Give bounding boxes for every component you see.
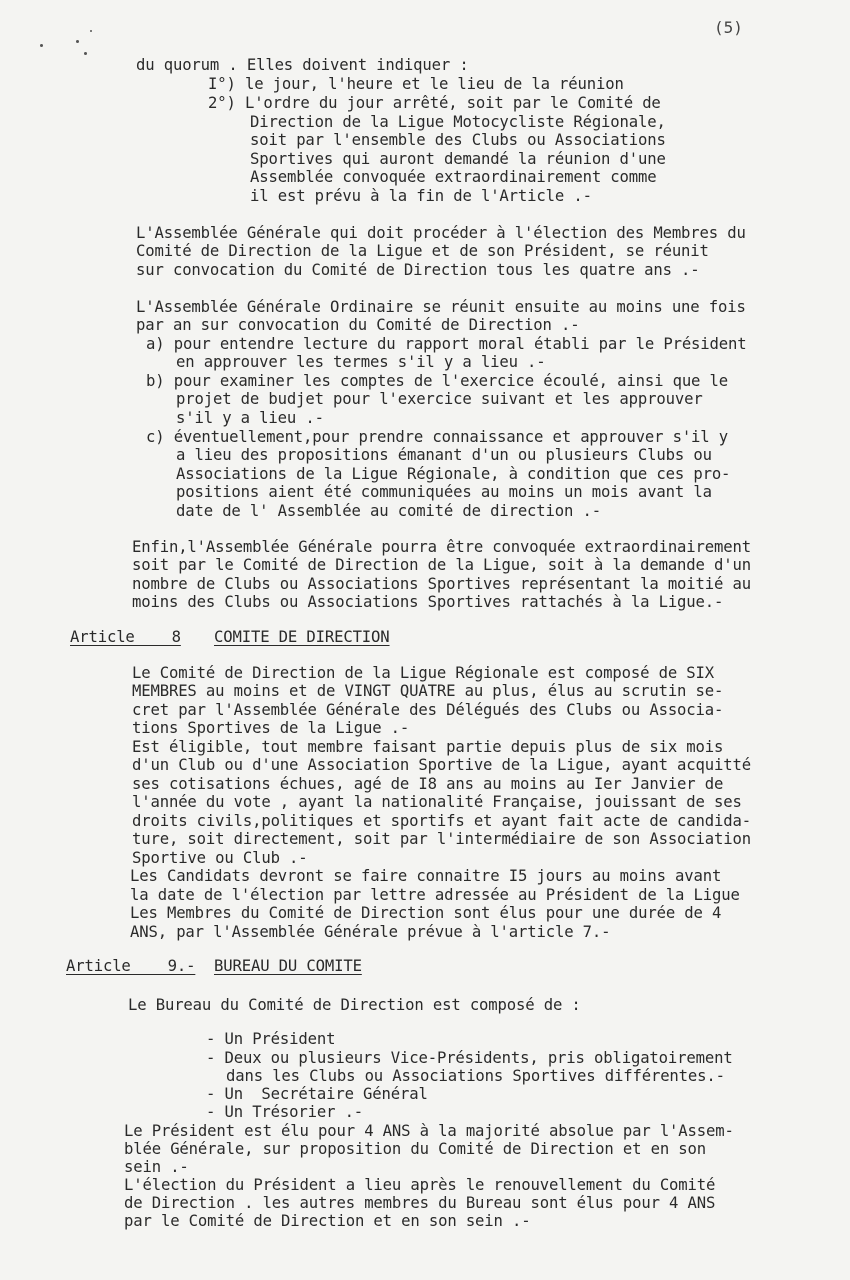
text-line: Sportive ou Club .-	[132, 849, 308, 867]
text-line: positions aient été communiquées au moins un mois avant la	[176, 483, 712, 501]
text-line: droits civils,politiques et sportifs et ayant fait acte de candida-	[132, 812, 751, 830]
text-line: ses cotisations échues, agé de I8 ans au moins au Ier Janvier de	[132, 775, 724, 793]
text-line: d'un Club ou d'une Association Sportive de la Ligue, ayant acquitté	[132, 756, 751, 774]
text-line: Le Comité de Direction de la Ligue Régionale est composé de SIX	[132, 664, 715, 682]
text-line: a) pour entendre lecture du rapport moral établi par le Président	[146, 335, 747, 353]
text-line: - Un Secrétaire Général	[206, 1085, 428, 1103]
text-line: cret par l'Assemblée Générale des Délégués des Clubs ou Associa-	[132, 701, 724, 719]
page-number: (5)	[714, 18, 743, 37]
text-line: sein .-	[124, 1158, 189, 1176]
text-line: du quorum . Elles doivent indiquer :	[136, 56, 469, 74]
text-line: a lieu des propositions émanant d'un ou plusieurs Clubs ou	[176, 446, 712, 464]
text-line: b) pour examiner les comptes de l'exercice écoulé, ainsi que le	[146, 372, 729, 390]
text-line: dans les Clubs ou Associations Sportives différentes.-	[226, 1067, 725, 1085]
scan-speck	[76, 40, 79, 43]
text-line: ture, soit directement, soit par l'intermédiaire de son Association	[132, 830, 751, 848]
article-8-heading: Article 8	[70, 628, 181, 646]
text-line: projet de budjet pour l'exercice suivant et les approuver	[176, 390, 703, 408]
text-line: c) éventuellement,pour prendre connaissance et approuver s'il y	[146, 428, 729, 446]
text-line: tions Sportives de la Ligue .-	[132, 719, 410, 737]
text-line: par an sur convocation du Comité de Direction .-	[136, 316, 580, 334]
text-line: sur convocation du Comité de Direction tous les quatre ans .-	[136, 261, 700, 279]
text-line: MEMBRES au moins et de VINGT QUATRE au plus, élus au scrutin se-	[132, 682, 724, 700]
text-line: l'année du vote , ayant la nationalité Française, jouissant de ses	[132, 793, 742, 811]
text-line: Comité de Direction de la Ligue et de son Président, se réunit	[136, 242, 709, 260]
text-line: I°) le jour, l'heure et le lieu de la réunion	[208, 75, 624, 93]
text-line: Assemblée convoquée extraordinairement comme	[250, 168, 657, 186]
text-line: blée Générale, sur proposition du Comité de Direction et en son	[124, 1140, 707, 1158]
text-line: 2°) L'ordre du jour arrêté, soit par le Comité de	[208, 94, 661, 112]
text-line: Les Membres du Comité de Direction sont élus pour une durée de 4	[130, 904, 722, 922]
text-line: Est éligible, tout membre faisant partie depuis plus de six mois	[132, 738, 724, 756]
text-line: soit par l'ensemble des Clubs ou Associations	[250, 131, 666, 149]
text-line: en approuver les termes s'il y a lieu .-	[176, 353, 546, 371]
text-line: Associations de la Ligue Régionale, à condition que ces pro-	[176, 465, 731, 483]
text-line: Le Bureau du Comité de Direction est composé de :	[128, 996, 581, 1014]
text-line: Le Président est élu pour 4 ANS à la majorité absolue par l'Assem-	[124, 1122, 734, 1140]
text-line: moins des Clubs ou Associations Sportives rattachés à la Ligue.-	[132, 593, 724, 611]
text-line: nombre de Clubs ou Associations Sportives représentant la moitié au	[132, 575, 751, 593]
text-line: par le Comité de Direction et en son sein .-	[124, 1212, 531, 1230]
text-line: de Direction . les autres membres du Bureau sont élus pour 4 ANS	[124, 1194, 716, 1212]
text-line: - Deux ou plusieurs Vice-Présidents, pris obligatoirement	[206, 1049, 733, 1067]
text-line: la date de l'élection par lettre adressée au Président de la Ligue	[130, 886, 740, 904]
article-9-title: BUREAU DU COMITE	[214, 957, 362, 975]
text-line: Sportives qui auront demandé la réunion d'une	[250, 150, 666, 168]
article-8-title: COMITE DE DIRECTION	[214, 628, 390, 646]
scan-speck	[84, 52, 87, 55]
scan-speck	[40, 44, 43, 47]
text-line: Les Candidats devront se faire connaitre I5 jours au moins avant	[130, 867, 722, 885]
text-line: - Un Trésorier .-	[206, 1103, 364, 1121]
text-line: L'élection du Président a lieu après le renouvellement du Comité	[124, 1176, 716, 1194]
text-line: soit par le Comité de Direction de la Ligue, soit à la demande d'un	[132, 556, 751, 574]
text-line: - Un Président	[206, 1030, 336, 1048]
text-line: L'Assemblée Générale qui doit procéder à l'élection des Membres du	[136, 224, 746, 242]
scan-speck	[90, 30, 92, 32]
text-line: Direction de la Ligue Motocycliste Régionale,	[250, 113, 666, 131]
text-line: s'il y a lieu .-	[176, 409, 324, 427]
article-9-heading: Article 9.-	[66, 957, 196, 975]
text-line: L'Assemblée Générale Ordinaire se réunit ensuite au moins une fois	[136, 298, 746, 316]
text-line: ANS, par l'Assemblée Générale prévue à l'article 7.-	[130, 923, 611, 941]
text-line: il est prévu à la fin de l'Article .-	[250, 187, 592, 205]
text-line: Enfin,l'Assemblée Générale pourra être convoquée extraordinairement	[132, 538, 751, 556]
text-line: date de l' Assemblée au comité de direction .-	[176, 502, 601, 520]
